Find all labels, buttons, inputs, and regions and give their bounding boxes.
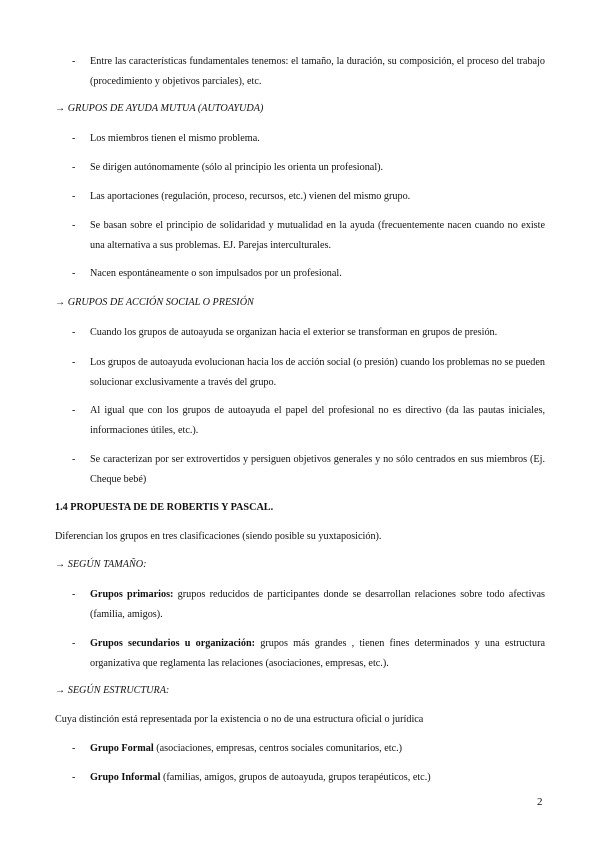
heading-autoayuda: → GRUPOS DE AYUDA MUTUA (AUTOAYUDA) [55,103,264,114]
autoayuda-item: Se dirigen autónomamente (sólo al principio les orienta un profesional). [90,162,384,173]
term: Grupos secundarios u organización: [90,638,256,649]
bullet-dash: - [72,772,76,783]
term: Grupo Formal [90,743,154,754]
bullet-dash: - [72,589,76,600]
bullet-dash: - [72,268,76,279]
bullet-dash: - [72,454,76,465]
bullet-dash: - [72,162,76,173]
heading-accion-social: → GRUPOS DE ACCIÓN SOCIAL O PRESIÓN [55,297,254,308]
section-title: 1.4 PROPUESTA DE DE ROBERTIS Y PASCAL. [55,502,274,513]
section-intro: Diferencian los grupos en tres clasificaciones (siendo posible su yuxtaposición). [55,531,382,542]
bullet-dash: - [72,327,76,338]
definition: grupos reducidos de participantes donde se desarrollan relaciones sobre todo afectivas (familia, amigos). [90,589,545,620]
definition: (asociaciones, empresas, centros sociales comunitarios, etc.) [153,743,403,754]
top-bullet-item: Entre las características fundamentales tenemos: el tamaño, la duración, su composición, el proceso del trabajo (procedimiento y objetivos parciales), etc. [90,56,545,87]
accion-social-item: Se caracterizan por ser extrovertidos y persiguen objetivos generales y no sólo centrados en sus miembros (Ej. Cheque bebé) [90,454,545,485]
autoayuda-item: Se basan sobre el principio de solidaridad y mutualidad en la ayuda (frecuentemente nacen cuando no existe una alternativa a sus problemas. EJ. Parejas interculturales. [90,220,545,251]
arrow-icon: → [55,559,66,570]
accion-social-item: Los grupos de autoayuda evolucionan hacia los de acción social (o presión) cuando los problemas no se pueden solucionar exclusivamente a través del grupo. [90,357,545,388]
estructura-item [90,739,545,759]
term: Grupo Informal [90,772,161,783]
autoayuda-item: Los miembros tienen el mismo problema. [90,133,260,144]
arrow-icon: → [55,297,66,308]
term: Grupos primarios: [90,589,174,600]
bullet-dash: - [72,405,76,416]
arrow-icon: → [55,685,66,696]
definition: grupos más grandes , tienen fines determinados y una estructura organizativa que reglamenta las relaciones (asociaciones, empresas, etc.). [90,638,545,669]
estructura-intro: Cuya distinción está representada por la existencia o no de una estructura oficial o jurídica [55,714,424,725]
page-number: 2 [537,796,543,808]
tamano-item [90,585,545,625]
accion-social-item: Cuando los grupos de autoayuda se organizan hacia el exterior se transforman en grupos de presión. [90,327,498,338]
bullet-dash: - [72,743,76,754]
bullet-dash: - [72,357,76,368]
accion-social-item: Al igual que con los grupos de autoayuda el papel del profesional no es directivo (da las pautas iniciales, informaciones útiles, etc.). [90,405,545,436]
bullet-dash: - [72,638,76,649]
bullet-dash: - [72,133,76,144]
bullet-dash: - [72,220,76,231]
bullet-dash: - [72,191,76,202]
tamano-item [90,634,545,674]
autoayuda-item: Las aportaciones (regulación, proceso, recursos, etc.) vienen del mismo grupo. [90,191,411,202]
definition: (familias, amigos, grupos de autoayuda, grupos terapéuticos, etc.) [160,772,431,783]
heading-estructura: → SEGÚN ESTRUCTURA: [55,685,170,696]
estructura-item [90,768,545,788]
heading-tamano: → SEGÚN TAMAÑO: [55,559,147,570]
autoayuda-item: Nacen espontáneamente o son impulsados por un profesional. [90,268,342,279]
arrow-icon: → [55,103,66,114]
bullet-dash: - [72,56,76,67]
